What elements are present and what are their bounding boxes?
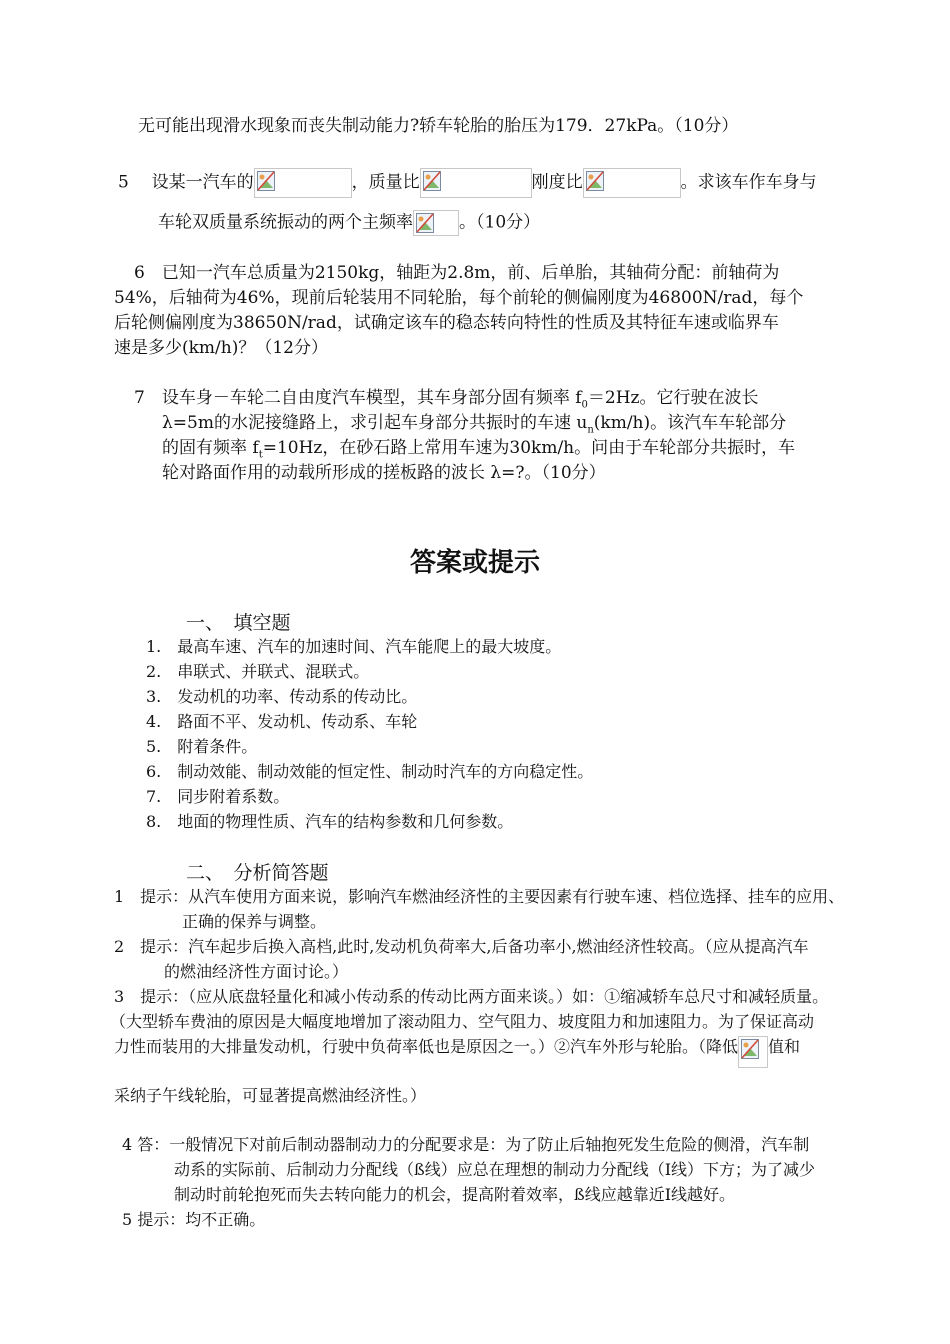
fill-answer-item: 1. 最高车速、汽车的加速时间、汽车能爬上的最大坡度。	[146, 637, 562, 656]
q7-line1-subscript: 0	[581, 399, 588, 411]
q5-line1	[118, 168, 817, 198]
answer2-line1: 2 提示：汽车起步后换入高档,此时,发动机负荷率大,后备功率小,燃油经济性较高。（应从提高汽车	[114, 937, 809, 956]
broken-image-icon	[257, 171, 275, 191]
answer2-line2: 的燃油经济性方面讨论。）	[164, 962, 349, 981]
answer3-line1: 3 提示：（应从底盘轻量化和减小传动系的传动比两方面来谈。）如：①缩减轿车总尺寸和减轻质量。	[114, 987, 829, 1006]
q5-number: 5	[118, 172, 129, 193]
q6-line1: 6 已知一汽车总质量为2150kg，轴距为2.8m，前、后单胎，其轴荷分配：前轴荷为	[134, 263, 780, 283]
answer4-line2: 动系的实际前、后制动力分配线（ß线）应总在理想的制动力分配线（I线）下方；为了减少	[174, 1160, 816, 1179]
answer1-line2: 正确的保养与调整。	[182, 912, 327, 931]
fill-answer-item: 2. 串联式、并联式、混联式。	[146, 662, 370, 681]
fill-answer-item: 8. 地面的物理性质、汽车的结构参数和几何参数。	[146, 812, 514, 831]
q5-text-part3: 刚度比	[531, 172, 583, 193]
answer3-line3-tail: 值和	[768, 1037, 801, 1056]
broken-image-icon	[423, 171, 441, 191]
broken-image-icon	[416, 213, 434, 233]
q7-line3-subscript: t	[258, 449, 263, 461]
q7-line4: 轮对路面作用的动载所形成的搓板路的波长 λ=?。（10分）	[162, 463, 606, 483]
q5-text-part4: 。求该车作车身与	[680, 172, 817, 193]
q4-tail-text: 无可能出现滑水现象而丧失制动能力?轿车轮胎的胎压为179．27kPa。（10分）	[138, 116, 739, 136]
section2-heading: 二、 分析简答题	[186, 862, 329, 884]
q6-line2: 54%，后轴荷为46%，现前后轮装用不同轮胎，每个前轮的侧偏刚度为46800N/rad，每个	[114, 288, 804, 308]
q7-line3-text: 的固有频率 f	[162, 438, 259, 458]
section1-heading: 一、 填空题	[186, 612, 291, 634]
fill-answer-item: 7. 同步附着系数。	[146, 787, 290, 806]
fill-answer-item: 4. 路面不平、发动机、传动系、车轮	[146, 712, 418, 731]
q7-line2-text: λ=5m的水泥接缝路上，求引起车身部分共振时的车速 u	[162, 413, 588, 433]
fill-answer-item: 5. 附着条件。	[146, 737, 258, 756]
answer3-line4: 采纳子午线轮胎，可显著提高燃油经济性。）	[114, 1086, 427, 1105]
broken-image-icon	[741, 1039, 759, 1059]
answer1-line1: 1 提示：从汽车使用方面来说，影响汽车燃油经济性的主要因素有行驶车速、档位选择、挂车的应用、	[114, 887, 845, 906]
q6-line3: 后轮侧偏刚度为38650N/rad，试确定该车的稳态转向特性的性质及其特征车速或临界车	[114, 313, 779, 333]
broken-image-icon	[586, 171, 604, 191]
q7-line3-tail: =10Hz，在砂石路上常用车速为30km/h。问由于车轮部分共振时，车	[262, 438, 796, 458]
q7-line1-tail: ＝2Hz。它行驶在波长	[587, 388, 759, 408]
answer5-line: 5 提示：均不正确。	[122, 1210, 266, 1229]
q5-line2	[158, 210, 540, 236]
broken-formula-image	[420, 168, 532, 198]
answers-title: 答案或提示	[409, 548, 540, 578]
q5-text-part1: 设某一汽车的	[151, 172, 254, 193]
broken-formula-image	[583, 168, 681, 198]
answer4-line1: 4 答：一般情况下对前后制动器制动力的分配要求是：为了防止后轴抱死发生危险的侧滑，汽车制	[122, 1135, 810, 1154]
q7-line2-tail: (km/h)。该汽车车轮部分	[593, 413, 787, 433]
q6-line4: 速是多少(km/h)？（12分）	[114, 338, 328, 358]
answer3-line2: （大型轿车费油的原因是大幅度地增加了滚动阻力、空气阻力、坡度阻力和加速阻力。为了保证高动	[110, 1012, 815, 1031]
q5-line2-text: 车轮双质量系统振动的两个主频率	[158, 212, 413, 233]
broken-formula-image	[738, 1036, 768, 1068]
q5-text-part2: ，质量比	[351, 172, 420, 193]
q7-line1-text: 7 设车身－车轮二自由度汽车模型，其车身部分固有频率 f	[134, 388, 582, 408]
broken-formula-image	[254, 168, 352, 198]
answer3-line3-text: 力性而装用的大排量发动机，行驶中负荷率低也是原因之一。）②汽车外形与轮胎。（降低	[114, 1037, 739, 1056]
broken-formula-image	[413, 210, 459, 236]
q7-line2-subscript: n	[587, 424, 594, 436]
answer3-line3	[114, 1036, 800, 1068]
fill-answer-item: 6. 制动效能、制动效能的恒定性、制动时汽车的方向稳定性。	[146, 762, 594, 781]
q5-line2-tail: 。（10分）	[459, 212, 541, 233]
fill-answer-item: 3. 发动机的功率、传动系的传动比。	[146, 687, 418, 706]
answer4-line3: 制动时前轮抱死而失去转向能力的机会，提高附着效率，ß线应越靠近I线越好。	[174, 1185, 736, 1204]
